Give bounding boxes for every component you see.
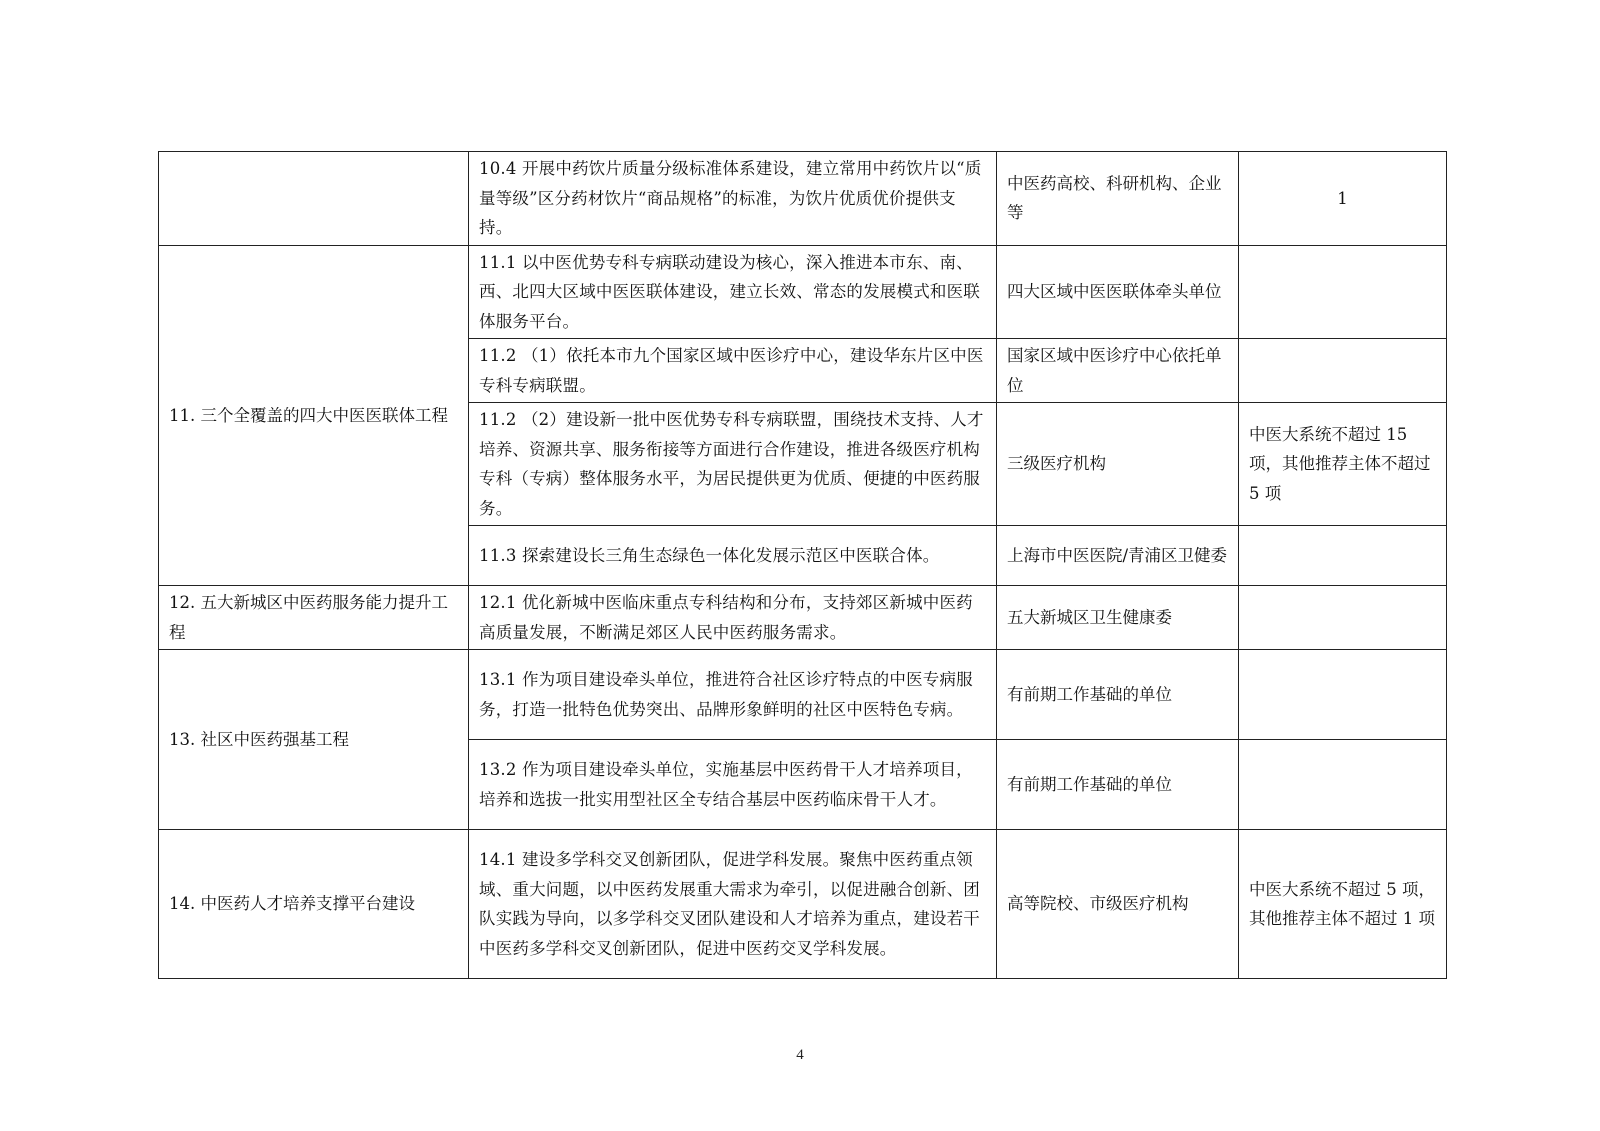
- table-row: [159, 650, 1447, 740]
- limit-cell: 中医大系统不超过 15 项，其他推荐主体不超过 5 项: [1239, 403, 1447, 526]
- subject-cell: 国家区域中医诊疗中心依托单位: [997, 339, 1239, 403]
- content-cell: 14.1 建设多学科交叉创新团队，促进学科发展。聚焦中医药重点领域、重大问题，以中医药发展重大需求为牵引，以促进融合创新、团队实践为导向，以多学科交叉团队建设和人才培养为重点，建设若干中医药多学科交叉创新团队，促进中医药交叉学科发展。: [469, 830, 997, 979]
- content-cell: 11.2 （1）依托本市九个国家区域中医诊疗中心，建设华东片区中医专科专病联盟。: [469, 339, 997, 403]
- content-cell: 13.1 作为项目建设牵头单位，推进符合社区诊疗特点的中医专病服务，打造一批特色优势突出、品牌形象鲜明的社区中医特色专病。: [469, 650, 997, 740]
- subject-cell: 三级医疗机构: [997, 403, 1239, 526]
- project-cell: 13. 社区中医药强基工程: [159, 650, 469, 830]
- subject-cell: 五大新城区卫生健康委: [997, 586, 1239, 650]
- project-table: [158, 151, 1447, 979]
- limit-cell: [1239, 245, 1447, 339]
- project-cell: 14. 中医药人才培养支撑平台建设: [159, 830, 469, 979]
- project-cell: 12. 五大新城区中医药服务能力提升工程: [159, 586, 469, 650]
- limit-cell: [1239, 650, 1447, 740]
- subject-cell: 上海市中医医院/青浦区卫健委: [997, 526, 1239, 586]
- limit-cell: [1239, 339, 1447, 403]
- limit-cell: [1239, 586, 1447, 650]
- content-cell: 11.1 以中医优势专科专病联动建设为核心，深入推进本市东、南、西、北四大区域中医医联体建设，建立长效、常态的发展模式和医联体服务平台。: [469, 245, 997, 339]
- limit-cell: 中医大系统不超过 5 项，其他推荐主体不超过 1 项: [1239, 830, 1447, 979]
- content-cell: 11.2 （2）建设新一批中医优势专科专病联盟，围绕技术支持、人才培养、资源共享、服务衔接等方面进行合作建设，推进各级医疗机构专科（专病）整体服务水平，为居民提供更为优质、便捷的中医药服务。: [469, 403, 997, 526]
- page-number: 4: [796, 1047, 804, 1063]
- table-row: [159, 245, 1447, 339]
- content-cell: 10.4 开展中药饮片质量分级标准体系建设，建立常用中药饮片以“质量等级”区分药材饮片“商品规格”的标准，为饮片优质优价提供支持。: [469, 152, 997, 246]
- subject-cell: 中医药高校、科研机构、企业等: [997, 152, 1239, 246]
- content-cell: 11.3 探索建设长三角生态绿色一体化发展示范区中医联合体。: [469, 526, 997, 586]
- table-row: [159, 586, 1447, 650]
- subject-cell: 有前期工作基础的单位: [997, 740, 1239, 830]
- content-cell: 12.1 优化新城中医临床重点专科结构和分布，支持郊区新城中医药高质量发展，不断满足郊区人民中医药服务需求。: [469, 586, 997, 650]
- limit-cell: [1239, 740, 1447, 830]
- subject-cell: 四大区域中医医联体牵头单位: [997, 245, 1239, 339]
- subject-cell: 高等院校、市级医疗机构: [997, 830, 1239, 979]
- subject-cell: 有前期工作基础的单位: [997, 650, 1239, 740]
- content-cell: 13.2 作为项目建设牵头单位，实施基层中医药骨干人才培养项目，培养和选拔一批实用型社区全专结合基层中医药临床骨干人才。: [469, 740, 997, 830]
- limit-cell: [1239, 526, 1447, 586]
- limit-cell: 1: [1239, 152, 1447, 246]
- table-row: [159, 830, 1447, 979]
- project-cell: 11. 三个全覆盖的四大中医医联体工程: [159, 245, 469, 586]
- table-row: [159, 152, 1447, 246]
- project-cell: [159, 152, 469, 246]
